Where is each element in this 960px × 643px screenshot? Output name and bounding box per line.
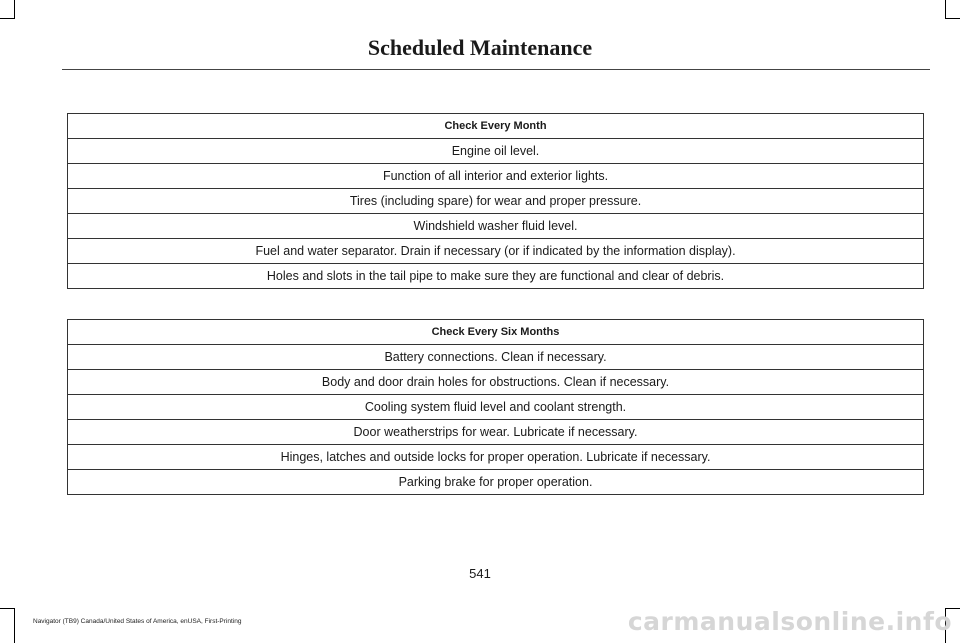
table-cell: Tires (including spare) for wear and proper pressure.	[68, 189, 924, 214]
table-cell: Battery connections. Clean if necessary.	[68, 345, 924, 370]
table-row	[68, 264, 924, 289]
crop-mark	[14, 608, 15, 643]
table-row	[68, 164, 924, 189]
crop-mark	[14, 0, 15, 19]
crop-mark	[0, 608, 15, 609]
crop-mark	[945, 0, 946, 19]
monthly-check-table	[67, 113, 924, 289]
table-cell: Engine oil level.	[68, 139, 924, 164]
table-row	[68, 370, 924, 395]
table-cell: Parking brake for proper operation.	[68, 470, 924, 495]
table-cell: Fuel and water separator. Drain if necessary (or if indicated by the information display).	[68, 239, 924, 264]
table-row	[68, 345, 924, 370]
table-row	[68, 470, 924, 495]
table-header-row	[68, 114, 924, 139]
table-cell: Body and door drain holes for obstructions. Clean if necessary.	[68, 370, 924, 395]
crop-mark	[0, 18, 15, 19]
table-header-row	[68, 320, 924, 345]
table-cell: Hinges, latches and outside locks for proper operation. Lubricate if necessary.	[68, 445, 924, 470]
footer-note: Navigator (TB9) Canada/United States of America, enUSA, First-Printing	[33, 618, 242, 625]
table-cell: Windshield washer fluid level.	[68, 214, 924, 239]
table-cell: Cooling system fluid level and coolant strength.	[68, 395, 924, 420]
table-heading: Check Every Six Months	[68, 320, 924, 345]
header-rule	[62, 69, 930, 70]
table-row	[68, 214, 924, 239]
table-row	[68, 395, 924, 420]
watermark: carmanualsonline.info	[627, 607, 952, 636]
crop-mark	[945, 18, 960, 19]
six-month-check-table	[67, 319, 924, 495]
table-heading: Check Every Month	[68, 114, 924, 139]
table-cell: Door weatherstrips for wear. Lubricate if necessary.	[68, 420, 924, 445]
table-row	[68, 189, 924, 214]
table-cell: Function of all interior and exterior lights.	[68, 164, 924, 189]
table-row	[68, 239, 924, 264]
page-number: 541	[469, 566, 491, 581]
table-row	[68, 445, 924, 470]
table-row	[68, 139, 924, 164]
table-row	[68, 420, 924, 445]
table-cell: Holes and slots in the tail pipe to make sure they are functional and clear of debris.	[68, 264, 924, 289]
page-title: Scheduled Maintenance	[367, 35, 593, 60]
